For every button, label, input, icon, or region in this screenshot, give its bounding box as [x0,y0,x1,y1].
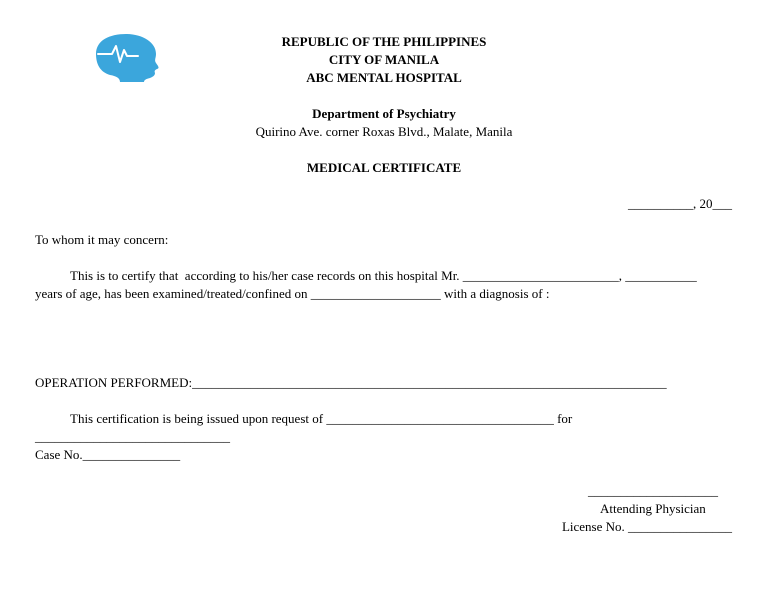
signature-line[interactable]: ____________________ [588,483,718,498]
document-title: MEDICAL CERTIFICATE [306,160,462,175]
hospital-address: Quirino Ave. corner Roxas Blvd., Malate, Manila [255,124,513,139]
signature-title: Attending Physician [600,501,706,516]
request-line-2[interactable]: ______________________________ [35,429,230,444]
date-field[interactable]: __________, 20___ [628,196,732,211]
header-line-republic: REPUBLIC OF THE PHILIPPINES [281,34,487,49]
operation-performed-field[interactable]: OPERATION PERFORMED:_________________________________________________________________________ [35,375,667,390]
request-line-1: This certification is being issued upon request of ___________________________________ for [70,411,573,426]
salutation: To whom it may concern: [35,232,169,247]
header-line-hospital: ABC MENTAL HOSPITAL [306,70,462,85]
header-line-city: CITY OF MANILA [328,52,440,67]
license-number-field[interactable]: License No. ________________ [561,519,732,534]
case-number-field[interactable]: Case No._______________ [35,447,181,462]
body-line-1: This is to certify that according to his/her case records on this hospital Mr. ________________________, ___________ [70,268,697,283]
body-line-2: years of age, has been examined/treated/confined on ____________________ with a diagnosis of : [35,286,550,301]
department-name: Department of Psychiatry [312,106,456,121]
